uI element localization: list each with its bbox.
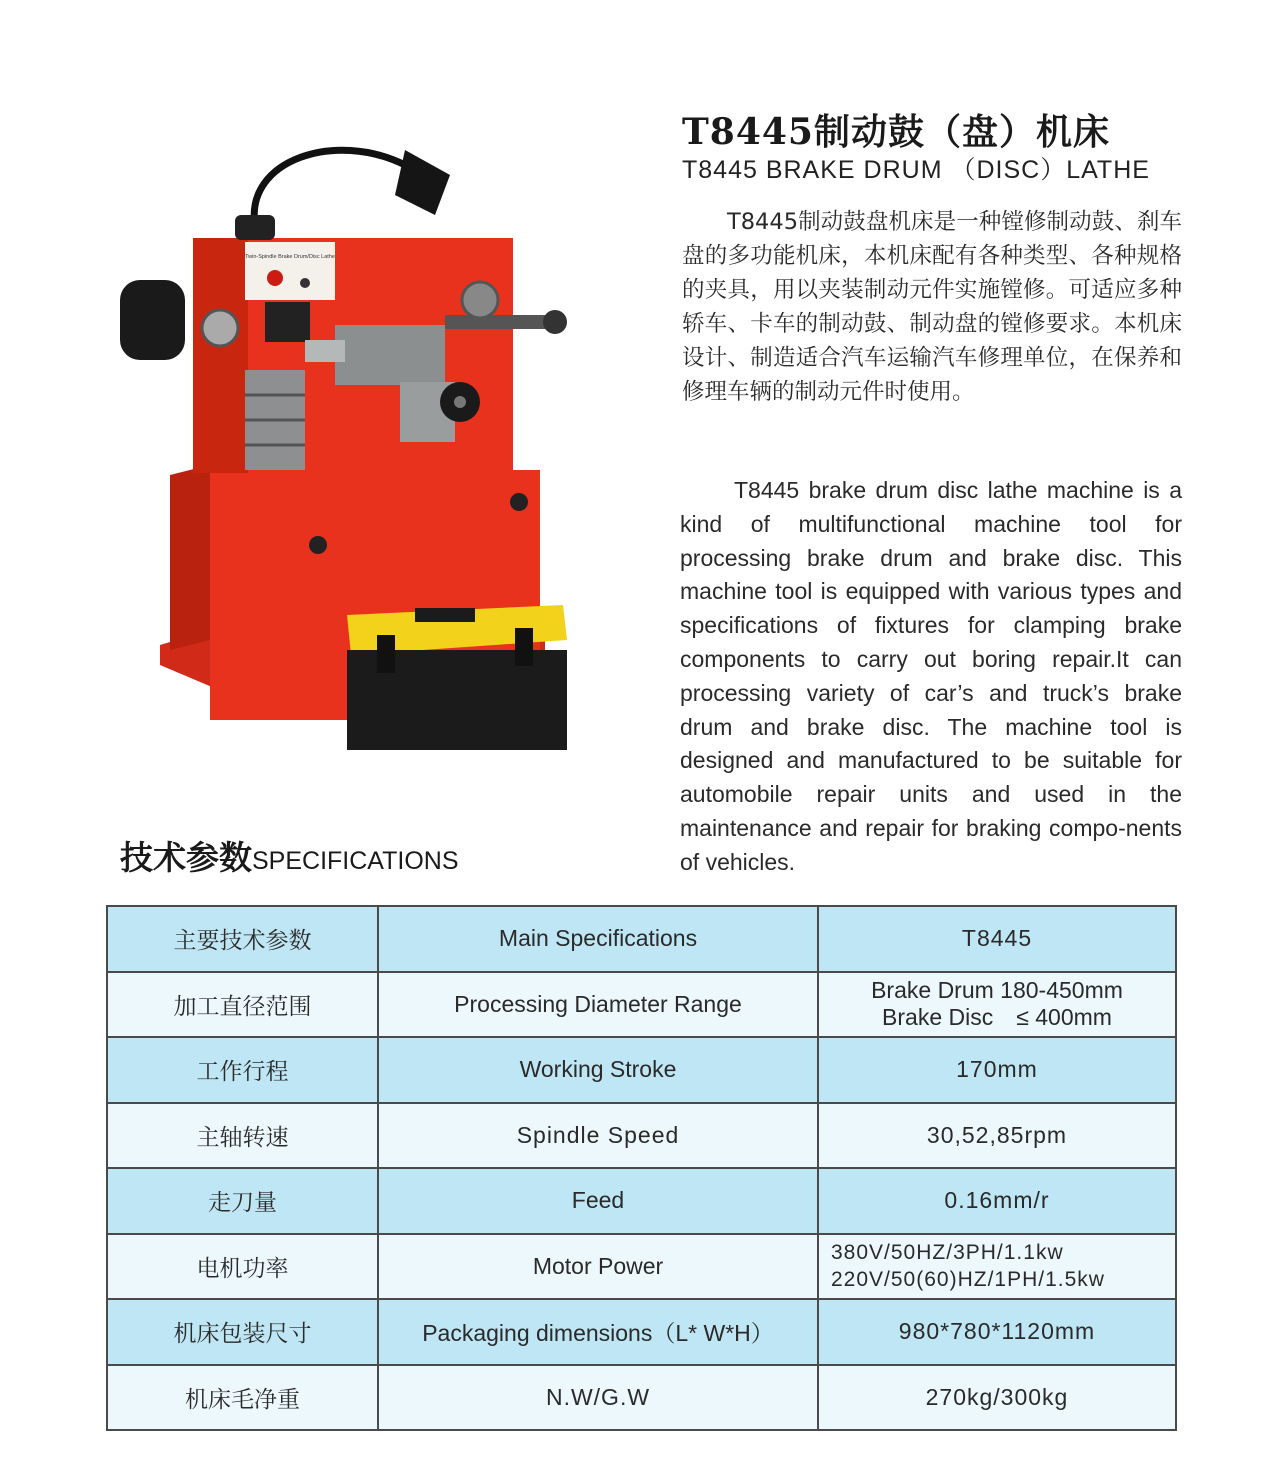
motor bbox=[120, 280, 185, 360]
table-row bbox=[107, 972, 1176, 1038]
work-lamp-icon bbox=[395, 150, 450, 215]
specifications-heading bbox=[120, 832, 459, 879]
spec-name-cn: 主要技术参数 bbox=[107, 906, 378, 972]
description-en: T8445 brake drum disc lathe machine is a kind of multifunctional machine tool for processing brake drum and brake disc. This machine tool is equipped with various types and specifications of fixtures for clamping brake components to carry out boring repair.It can processing variety of car’s and truck’s brake drum and brake disc. The machine tool is designed and manufactured to be suitable for automobile repair units and used in the maintenance and repair for braking compo-nents of vehicles. bbox=[680, 477, 1182, 875]
lamp-arm bbox=[254, 150, 405, 225]
spec-value: 380V/50HZ/3PH/1.1kw 220V/50(60)HZ/1PH/1.5kw bbox=[818, 1234, 1176, 1300]
spec-name-cn: 电机功率 bbox=[107, 1234, 378, 1300]
specifications-heading-cn: 技术参数 bbox=[120, 838, 252, 877]
spec-name-en: Main Specifications bbox=[378, 906, 818, 972]
description-cn: T8445制动鼓盘机床是一种镗修制动鼓、刹车盘的多功能机床，本机床配有各种类型、各种规格的夹具，用以夹装制动元件实施镗修。可适应多种轿车、卡车的制动鼓、制动盘的镗修要求。本机床设计、制造适合汽车运输汽车修理单位，在保养和修理车辆的制动元件时使用。 bbox=[682, 209, 1182, 405]
spec-name-en: N.W/G.W bbox=[378, 1365, 818, 1431]
cabinet-hole-left bbox=[309, 536, 327, 554]
table-row bbox=[107, 1103, 1176, 1169]
spec-value: 170mm bbox=[818, 1037, 1176, 1103]
specifications-table bbox=[106, 905, 1177, 1431]
spec-name-en: Packaging dimensions（L* W*H） bbox=[378, 1299, 818, 1365]
spec-name-cn: 机床毛净重 bbox=[107, 1365, 378, 1431]
product-image-brake-lathe bbox=[115, 120, 585, 760]
table-row bbox=[107, 1299, 1176, 1365]
table-row bbox=[107, 1365, 1176, 1431]
spec-value: 30,52,85rpm bbox=[818, 1103, 1176, 1169]
spec-value: 980*780*1120mm bbox=[818, 1299, 1176, 1365]
control-panel bbox=[245, 242, 335, 300]
cabinet-hole-right bbox=[510, 493, 528, 511]
spec-name-cn: 走刀量 bbox=[107, 1168, 378, 1234]
spec-name-cn: 机床包装尺寸 bbox=[107, 1299, 378, 1365]
tool-carriage bbox=[335, 325, 445, 385]
nameplate bbox=[265, 302, 310, 342]
spec-name-en: Motor Power bbox=[378, 1234, 818, 1300]
spec-name-en: Processing Diameter Range bbox=[378, 972, 818, 1038]
spindle-shaft bbox=[445, 315, 555, 329]
specifications-heading-en: SPECIFICATIONS bbox=[252, 847, 459, 875]
spec-name-cn: 工作行程 bbox=[107, 1037, 378, 1103]
cabinet-side bbox=[170, 465, 210, 650]
table-row bbox=[107, 906, 1176, 972]
spec-name-cn: 加工直径范围 bbox=[107, 972, 378, 1038]
spec-value: 270kg/300kg bbox=[818, 1365, 1176, 1431]
spec-value: 0.16mm/r bbox=[818, 1168, 1176, 1234]
spec-name-cn: 主轴转速 bbox=[107, 1103, 378, 1169]
spec-value: Brake Drum 180-450mm Brake Disc ≤ 400mm bbox=[818, 972, 1176, 1038]
table-row bbox=[107, 1234, 1176, 1300]
product-title-en: T8445 BRAKE DRUM （DISC）LATHE bbox=[682, 156, 1150, 184]
emergency-stop-icon bbox=[267, 270, 283, 286]
spec-name-en: Feed bbox=[378, 1168, 818, 1234]
table-row bbox=[107, 1168, 1176, 1234]
spec-name-en: Working Stroke bbox=[378, 1037, 818, 1103]
spec-name-en: Spindle Speed bbox=[378, 1103, 818, 1169]
table-row bbox=[107, 1037, 1176, 1103]
svg-text:Twin-Spindle Brake Drum/Disc L: Twin-Spindle Brake Drum/Disc Lathe bbox=[245, 254, 335, 260]
product-title-cn: T8445制动鼓（盘）机床 bbox=[682, 111, 1110, 153]
spec-value: T8445 bbox=[818, 906, 1176, 972]
